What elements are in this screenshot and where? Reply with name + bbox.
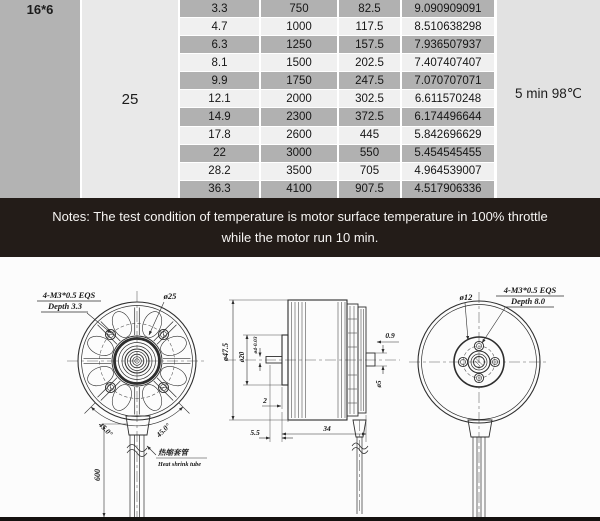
side-plate-thickness-label: 0.9 <box>385 331 395 340</box>
table-row <box>180 127 494 144</box>
spec-table <box>0 0 600 198</box>
cell-efficiency: 5.454545455 <box>402 145 494 162</box>
temperature-cell <box>497 0 600 198</box>
cell-power: 3000 <box>261 145 337 162</box>
cell-efficiency: 6.611570248 <box>402 90 494 107</box>
cell-current: 6.3 <box>180 36 259 53</box>
motor-drawings-svg <box>0 257 600 517</box>
table-row <box>180 54 494 71</box>
cell-power: 3500 <box>261 163 337 180</box>
cell-power: 1250 <box>261 36 337 53</box>
cell-current: 17.8 <box>180 127 259 144</box>
table-row <box>180 36 494 53</box>
side-body-length-label: 34 <box>323 424 331 433</box>
technical-drawings <box>0 257 600 517</box>
cell-power: 4100 <box>261 181 337 198</box>
cell-efficiency: 4.964539007 <box>402 163 494 180</box>
cell-current: 14.9 <box>180 108 259 125</box>
table-row <box>180 90 494 107</box>
cell-power: 1000 <box>261 18 337 35</box>
notes-line1: Notes: The test condition of temperature is motor surface temperature in 100% throttle <box>52 209 548 225</box>
cell-efficiency: 7.070707071 <box>402 72 494 89</box>
cell-thrust: 372.5 <box>339 108 400 125</box>
spec-rows <box>180 0 494 198</box>
front-screw-label: 4-M3*0.5 EQS <box>42 290 96 300</box>
cell-efficiency: 7.407407407 <box>402 54 494 71</box>
table-row <box>180 18 494 35</box>
cell-current: 8.1 <box>180 54 259 71</box>
table-row <box>180 163 494 180</box>
heat-tube-cn-label: 热缩套管 <box>158 448 188 457</box>
side-rear-shaft-diameter-label: ø5 <box>375 380 383 388</box>
front-view-drawing <box>37 290 207 517</box>
heat-tube-en-label: Heat shrink tube <box>158 461 201 468</box>
bottom-bar <box>0 517 600 521</box>
rear-view-drawing <box>409 285 564 517</box>
temperature-value: 5 min 98℃ <box>515 86 582 101</box>
side-shaft-diameter-label: ø4-0.03 <box>253 336 259 354</box>
cell-thrust: 907.5 <box>339 181 400 198</box>
cell-current: 9.9 <box>180 72 259 89</box>
cell-thrust: 445 <box>339 127 400 144</box>
notes-banner <box>0 198 600 257</box>
cell-power: 2600 <box>261 127 337 144</box>
rear-screw-label: 4-M3*0.5 EQS <box>503 285 557 295</box>
table-row <box>180 0 494 17</box>
propeller-value: 16*6 <box>26 2 54 17</box>
side-hub-diameter-label: ø20 <box>238 351 246 363</box>
cell-thrust: 302.5 <box>339 90 400 107</box>
side-outer-diameter-label: ø47.5 <box>221 343 230 361</box>
cell-thrust: 157.5 <box>339 36 400 53</box>
cell-power: 750 <box>261 0 337 17</box>
cell-thrust: 705 <box>339 163 400 180</box>
voltage-value: 25 <box>121 90 139 108</box>
cell-thrust: 550 <box>339 145 400 162</box>
table-row <box>180 108 494 125</box>
side-view-drawing <box>221 300 400 514</box>
cell-current: 36.3 <box>180 181 259 198</box>
front-diameter-label: ø25 <box>163 291 177 301</box>
cell-efficiency: 8.510638298 <box>402 18 494 35</box>
notes-line2: while the motor run 10 min. <box>221 229 379 245</box>
cell-efficiency: 7.936507937 <box>402 36 494 53</box>
cell-power: 2300 <box>261 108 337 125</box>
cell-efficiency: 4.517906336 <box>402 181 494 198</box>
front-angle-right-label: 45.0° <box>154 421 173 440</box>
cell-current: 28.2 <box>180 163 259 180</box>
rear-depth-label: Depth 8.0 <box>511 296 545 306</box>
cell-current: 3.3 <box>180 0 259 17</box>
cell-power: 2000 <box>261 90 337 107</box>
cell-power: 1750 <box>261 72 337 89</box>
front-angle-left-label: 45.0° <box>96 420 115 439</box>
cell-current: 4.7 <box>180 18 259 35</box>
cell-efficiency: 5.842696629 <box>402 127 494 144</box>
front-wire-length-label: 600 <box>93 469 102 481</box>
cell-efficiency: 6.174496644 <box>402 108 494 125</box>
rear-diameter-label: ø12 <box>459 292 473 302</box>
side-flange-thickness-label: 2 <box>263 396 267 405</box>
cell-current: 22 <box>180 145 259 162</box>
cell-thrust: 82.5 <box>339 0 400 17</box>
voltage-cell <box>82 0 178 198</box>
cell-power: 1500 <box>261 54 337 71</box>
cell-thrust: 117.5 <box>339 18 400 35</box>
cell-thrust: 247.5 <box>339 72 400 89</box>
propeller-cell <box>0 0 80 198</box>
cell-efficiency: 9.090909091 <box>402 0 494 17</box>
table-row <box>180 145 494 162</box>
cell-thrust: 202.5 <box>339 54 400 71</box>
table-row <box>180 72 494 89</box>
cell-current: 12.1 <box>180 90 259 107</box>
front-depth-label: Depth 3.3 <box>48 301 82 311</box>
table-row <box>180 181 494 198</box>
side-front-length-label: 5.5 <box>250 428 260 437</box>
